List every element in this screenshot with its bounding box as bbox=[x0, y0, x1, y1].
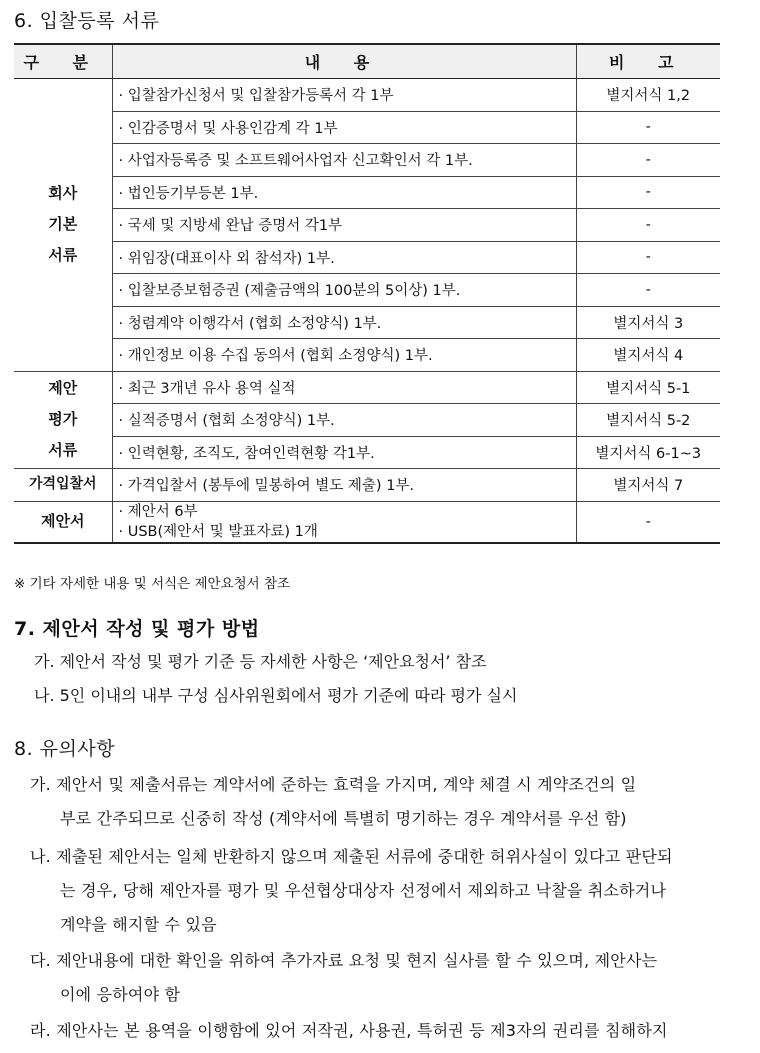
row-note: - bbox=[576, 241, 720, 274]
table-row bbox=[14, 436, 720, 469]
table-row bbox=[14, 111, 720, 144]
row-content: · 입찰보증보험증권 (제출금액의 100분의 5이상) 1부. bbox=[112, 274, 576, 307]
section-8-item: 다. 제안내용에 대한 확인을 위하여 추가자료 요청 및 현지 실사를 할 수 있으며, 제안사는 이에 응하여야 함 bbox=[30, 951, 658, 1004]
row-note: - bbox=[576, 111, 720, 144]
row-content: · 입찰참가신청서 및 입찰참가등록서 각 1부 bbox=[112, 79, 576, 112]
row-note: - bbox=[576, 209, 720, 242]
group-label-price-bid: 가격입찰서 bbox=[14, 469, 112, 502]
row-note: 별지서식 5-2 bbox=[576, 404, 720, 437]
table-row bbox=[14, 469, 720, 502]
section-8-item: 나. 제출된 제안서는 일체 반환하지 않으며 제출된 서류에 중대한 허위사실이 있다고 판단되 는 경우, 당해 제안자를 평가 및 우선협상대상자 선정에서 제외하고 낙찰을 취소하거나 계약을 해지할 수 있음 bbox=[30, 847, 673, 934]
table-row bbox=[14, 79, 720, 112]
section-8-title: 8. 유의사항 bbox=[14, 738, 116, 760]
group-label-proposal-eval: 제안 평가 서류 bbox=[14, 371, 112, 469]
row-note: - bbox=[576, 501, 720, 543]
table-header-row bbox=[14, 44, 720, 79]
row-content: · 청렴계약 이행각서 (협회 소정양식) 1부. bbox=[112, 306, 576, 339]
table-row bbox=[14, 144, 720, 177]
row-note: - bbox=[576, 176, 720, 209]
header-note: 비 고 bbox=[576, 44, 720, 79]
row-note: 별지서식 7 bbox=[576, 469, 720, 502]
row-note: 별지서식 5-1 bbox=[576, 371, 720, 404]
row-note: - bbox=[576, 274, 720, 307]
row-note: 별지서식 1,2 bbox=[576, 79, 720, 112]
table-row bbox=[14, 176, 720, 209]
row-note: 별지서식 6-1~3 bbox=[576, 436, 720, 469]
row-content: · 법인등기부등본 1부. bbox=[112, 176, 576, 209]
section-7-item: 나. 5인 이내의 내부 구성 심사위원회에서 평가 기준에 따라 평가 실시 bbox=[34, 686, 518, 705]
group-label-company: 회사 기본 서류 bbox=[14, 79, 112, 372]
table-row bbox=[14, 274, 720, 307]
row-note: 별지서식 4 bbox=[576, 339, 720, 372]
table-row bbox=[14, 241, 720, 274]
row-note: 별지서식 3 bbox=[576, 306, 720, 339]
section-8-item: 라. 제안사는 본 용역을 이행함에 있어 저작권, 사용권, 특허권 등 제3자의 권리를 침해하지 bbox=[30, 1021, 668, 1040]
section-8-item: 가. 제안서 및 제출서류는 계약서에 준하는 효력을 가지며, 계약 체결 시 계약조건의 일 부로 간주되므로 신중히 작성 (계약서에 특별히 명기하는 경우 계약서를 우선 함) bbox=[30, 775, 637, 828]
row-content: · 국세 및 지방세 완납 증명서 각1부 bbox=[112, 209, 576, 242]
header-category: 구 분 bbox=[14, 44, 112, 79]
section-7-item: 가. 제안서 작성 및 평가 기준 등 자세한 사항은 ‘제안요청서’ 참조 bbox=[34, 652, 487, 671]
row-content: · 인감증명서 및 사용인감계 각 1부 bbox=[112, 111, 576, 144]
row-content: · 최근 3개년 유사 용역 실적 bbox=[112, 371, 576, 404]
table-row bbox=[14, 339, 720, 372]
row-content: · 사업자등록증 및 소프트웨어사업자 신고확인서 각 1부. bbox=[112, 144, 576, 177]
group-label-proposal: 제안서 bbox=[14, 501, 112, 543]
section-6-title: 6. 입찰등록 서류 bbox=[14, 10, 160, 32]
table-row bbox=[14, 501, 720, 543]
table-row bbox=[14, 306, 720, 339]
row-content: · 가격입찰서 (봉투에 밀봉하여 별도 제출) 1부. bbox=[112, 469, 576, 502]
row-note: - bbox=[576, 144, 720, 177]
row-content: · 개인정보 이용 수집 동의서 (협회 소정양식) 1부. bbox=[112, 339, 576, 372]
row-content: · 실적증명서 (협회 소정양식) 1부. bbox=[112, 404, 576, 437]
header-content: 내 용 bbox=[112, 44, 576, 79]
row-content: · 제안서 6부 · USB(제안서 및 발표자료) 1개 bbox=[112, 501, 576, 543]
footnote: ※ 기타 자세한 내용 및 서식은 제안요청서 참조 bbox=[14, 576, 291, 592]
bid-documents-table bbox=[14, 43, 720, 544]
table-row bbox=[14, 209, 720, 242]
table-row bbox=[14, 404, 720, 437]
row-content: · 인력현황, 조직도, 참여인력현황 각1부. bbox=[112, 436, 576, 469]
section-7-title: 7. 제안서 작성 및 평가 방법 bbox=[14, 618, 260, 640]
table-row bbox=[14, 371, 720, 404]
row-content: · 위임장(대표이사 외 참석자) 1부. bbox=[112, 241, 576, 274]
